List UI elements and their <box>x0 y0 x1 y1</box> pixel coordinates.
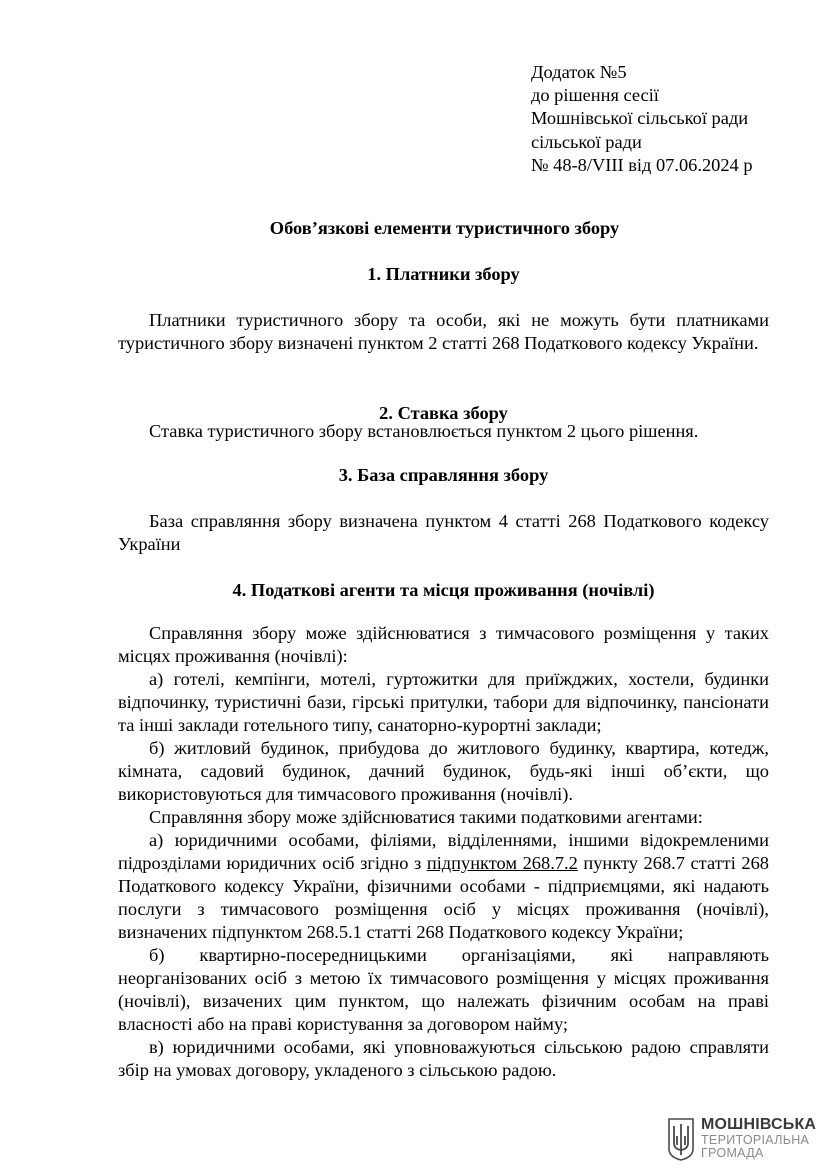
section-4-paragraph-3 <box>118 737 769 806</box>
section-2-title: 2. Ставка збору <box>379 403 508 423</box>
section-4-body <box>118 622 769 1082</box>
trident-icon <box>666 1116 696 1162</box>
section-4-paragraph-1 <box>118 622 769 668</box>
document-title: Обов’язкові елементи туристичного збору <box>269 218 620 238</box>
section-4-text-2: а) готелі, кемпінги, мотелі, гуртожитки для приїжджих, хостели, будинки відпочинку, туристичні бази, гірські притулки, табори для відпочинку, пансіонати та інші заклади готельного типу, санаторно-курортні заклади; <box>118 669 769 735</box>
document-header <box>531 61 753 177</box>
section-3-text: База справляння збору визначена пунктом 4 статті 268 Податкового кодексу України <box>118 511 769 554</box>
logo-name: МОШНІВСЬКА <box>701 1116 817 1133</box>
section-4-text-1: Справляння збору може здійснюватися з тимчасового розміщення у таких місцях проживання (ночівлі): <box>118 623 769 666</box>
subparagraph-link[interactable]: підпунктом 268.7.2 <box>426 853 578 873</box>
section-3-paragraph <box>118 510 769 556</box>
section-1-title: 1. Платники збору <box>367 264 520 284</box>
section-4-text-6: б) квартирно-посередницькими організаціями, які направляють неорганізованих осіб з метою їх тимчасового розміщення у місцях проживання (ночівлі), визачених цим пунктом, що належать фізичним особам на праві власності або на праві користування за договором найму; <box>118 945 769 1034</box>
section-4-text-5a: а) юридичними особами, філіями, відділеннями, іншими відокремленими підрозділами юридичних осіб згідно з <box>118 830 769 873</box>
section-4-title: 4. Податкові агенти та місця проживання (ночівлі) <box>232 580 655 600</box>
section-1-text: Платники туристичного збору та особи, які не можуть бути платниками туристичного збору визначені пунктом 2 статті 268 Податкового кодексу України. <box>118 310 769 353</box>
section-4-paragraph-2 <box>118 668 769 737</box>
section-4-text-3: б) житловий будинок, прибудова до житлового будинку, квартира, котедж, кімната, садовий будинок, дачний будинок, будь-які інші об’єкти, що використовуються для тимчасового проживання (ночівлі). <box>118 738 769 804</box>
logo-line-2: ТЕРИТОРІАЛЬНА <box>701 1133 810 1147</box>
logo-line-3: ГРОМАДА <box>701 1146 764 1160</box>
header-line-council: Мошнівської сільської ради <box>531 108 749 129</box>
section-3-title: 3. База справляння збору <box>338 465 549 485</box>
header-line-appendix: Додаток №5 <box>531 62 627 82</box>
section-4-text-4: Справляння збору може здійснюватися такими податковими агентами: <box>149 807 703 827</box>
header-line-village-council: сільської ради <box>531 131 642 152</box>
community-logo <box>666 1114 816 1164</box>
section-2-text: Ставка туристичного збору встановлюється пунктом 2 цього рішення. <box>149 421 699 441</box>
section-4-paragraph-7 <box>118 1036 769 1082</box>
section-4-paragraph-4 <box>118 806 769 829</box>
header-line-number-date: № 48-8/VIII від 07.06.2024 р <box>531 154 753 175</box>
header-line-decision: до рішення сесії <box>531 85 659 106</box>
section-4-paragraph-6 <box>118 944 769 1036</box>
section-1-paragraph <box>118 309 769 355</box>
section-4-paragraph-5 <box>118 829 769 944</box>
section-2-paragraph <box>118 420 769 443</box>
section-4-text-7: в) юридичними особами, які уповноважуються сільською радою справляти збір на умовах договору, укладеного з сільською радою. <box>118 1037 769 1080</box>
section-4-text-5b: пункту 268.7 статті 268 Податкового кодексу України, фізичними особами - підприємцями, які надають послуги з тимчасового розміщення осіб у місцях проживання (ночівлі), визначених підпунктом 268.5.1 статті 268 Податкового кодексу України; <box>118 853 769 942</box>
